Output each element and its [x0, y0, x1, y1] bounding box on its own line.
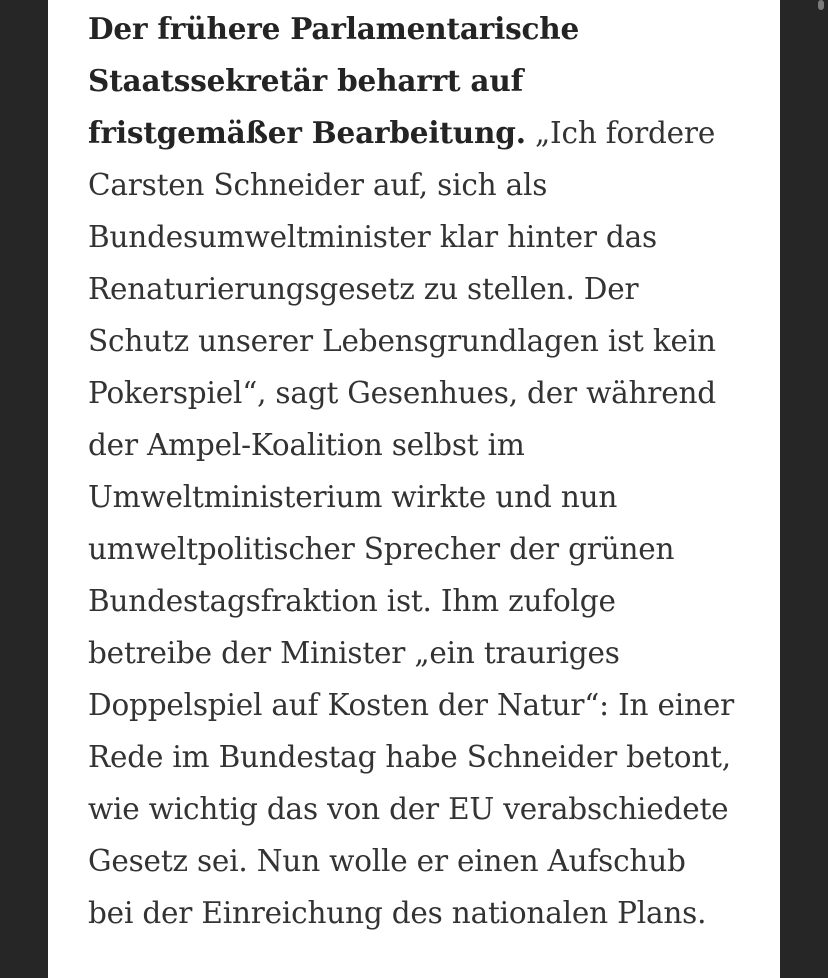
- article-page: [48, 0, 780, 978]
- article-body: „Ich fordere Carsten Schneider auf, sich als Bundesumweltminister klar hinter das Renaturierungsgesetz zu stellen. Der Schutz unserer Lebensgrundlagen ist kein Pokerspiel“, sagt Gesenhues, der während der Ampel-Koalition selbst im Umweltministerium wirkte und nun umweltpolitischer Sprecher der grünen Bundestagsfraktion ist. Ihm zufolge betreibe der Minister „ein trauriges Doppelspiel auf Kosten der Natur“: In einer Rede im Bundestag habe Schneider betont, wie wichtig das von der EU verabschiedete Gesetz sei. Nun wolle er einen Aufschub bei der Einreichung des nationalen Plans.: [88, 116, 734, 930]
- scrollbar-thumb[interactable]: [818, 0, 824, 10]
- article-paragraph: [88, 3, 740, 939]
- article-lead: Der frühere Parlamentarische Staatssekretär beharrt auf fristgemäßer Bearbeitung.: [88, 11, 580, 150]
